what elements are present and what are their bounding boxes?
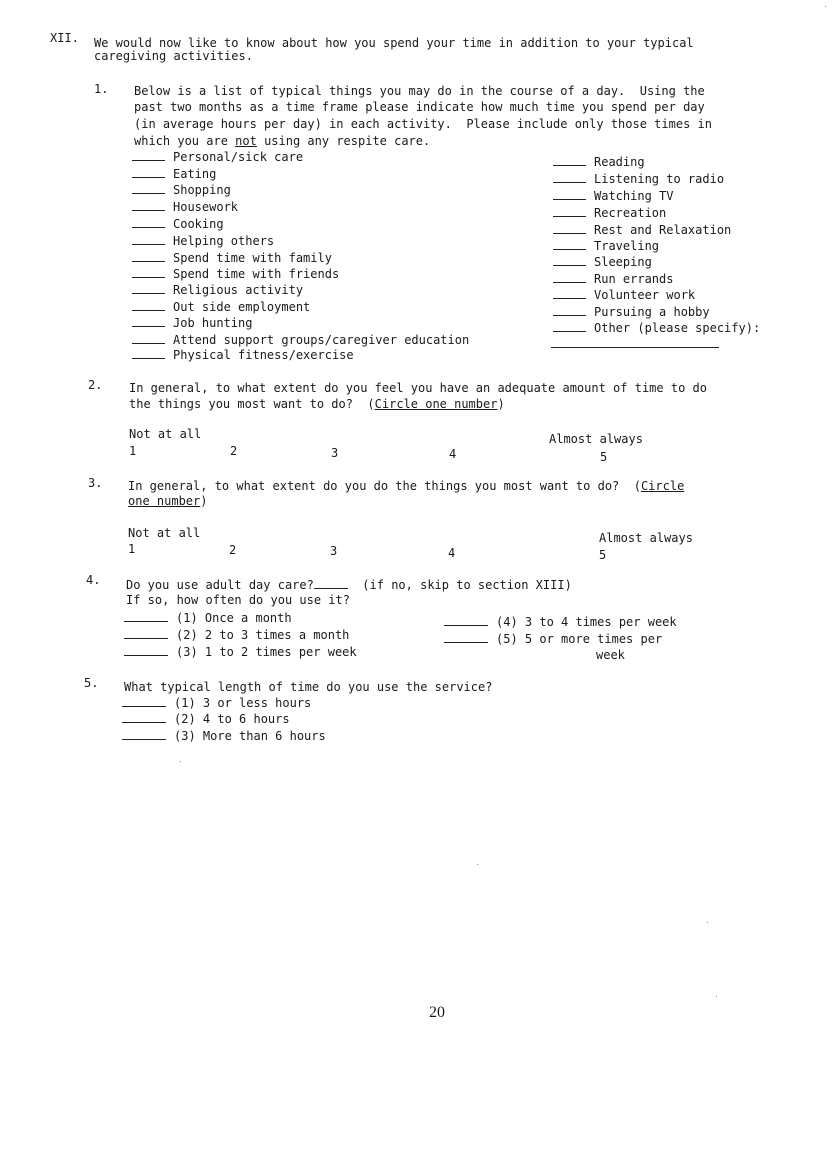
activity-row <box>132 198 238 215</box>
option-blank[interactable] <box>122 727 166 740</box>
activity-label: Reading <box>594 155 645 169</box>
hours-blank[interactable] <box>553 204 586 217</box>
activity-row <box>553 221 731 238</box>
q3-number: 3. <box>88 476 103 490</box>
q4-option-3 <box>124 643 357 660</box>
q2-number: 2. <box>88 378 103 392</box>
section-intro-line1: We would now like to know about how you spend your time in addition to your typical <box>94 36 694 50</box>
activity-label: Run errands <box>594 272 674 286</box>
q5-text-line1: What typical length of time do you use the service? <box>124 680 493 694</box>
activity-label: Volunteer work <box>594 288 696 302</box>
activity-label: Recreation <box>594 206 667 220</box>
q5-number: 5. <box>84 676 99 690</box>
hours-blank[interactable] <box>553 153 586 166</box>
scan-speck <box>707 922 708 923</box>
q1-line4-not: not <box>235 134 257 148</box>
option-label: (5) 5 or more times per <box>496 632 663 646</box>
activity-label: Religious activity <box>173 283 304 297</box>
hours-blank[interactable] <box>553 253 586 266</box>
q2-scale-option-3[interactable]: 3 <box>331 446 339 460</box>
q2-scale-option-1[interactable]: 1 <box>129 444 137 458</box>
activity-label: Out side employment <box>173 300 311 314</box>
hours-blank[interactable] <box>132 181 165 194</box>
hours-blank[interactable] <box>132 198 165 211</box>
q4-line1-post: (if no, skip to section XIII) <box>347 578 572 592</box>
hours-blank[interactable] <box>553 237 586 250</box>
activity-row <box>553 253 652 270</box>
hours-blank[interactable] <box>132 232 165 245</box>
q2-line2-post: ) <box>497 397 505 411</box>
hours-blank[interactable] <box>132 265 165 278</box>
q1-text-line1: Below is a list of typical things you may do in the course of a day. Using the <box>134 84 705 98</box>
activity-row <box>132 249 332 266</box>
activity-row <box>553 153 645 170</box>
activity-label: Personal/sick care <box>173 150 304 164</box>
hours-blank[interactable] <box>132 281 165 294</box>
q1-text-line2: past two months as a time frame please indicate how much time you spend per day <box>134 100 705 114</box>
q3-circle-instruction-b: one number <box>128 494 201 508</box>
activity-label: Attend support groups/caregiver education <box>173 333 470 347</box>
other-specify-line[interactable] <box>551 346 719 348</box>
activity-row <box>132 148 303 165</box>
activity-label: Eating <box>173 167 217 181</box>
q2-circle-instruction: Circle one number <box>374 397 498 411</box>
activity-label: Listening to radio <box>594 172 725 186</box>
option-blank[interactable] <box>124 609 168 622</box>
hours-blank[interactable] <box>553 270 586 283</box>
page-number: 20 <box>429 1004 445 1021</box>
activity-label: Shopping <box>173 183 231 197</box>
hours-blank[interactable] <box>553 319 586 332</box>
q3-line2-post: ) <box>200 494 208 508</box>
q2-text-line1: In general, to what extent do you feel you have an adequate amount of time to do <box>129 381 707 395</box>
activity-row <box>553 286 695 303</box>
scan-speck <box>825 6 826 7</box>
option-blank[interactable] <box>124 626 168 639</box>
activity-label: Sleeping <box>594 255 652 269</box>
q5-option-3 <box>122 727 326 744</box>
q5-option-2 <box>122 710 290 727</box>
q3-text-line1 <box>128 478 684 494</box>
q1-text-line3: (in average hours per day) in each activity. Please include only those times in <box>134 117 712 131</box>
activity-label: Pursuing a hobby <box>594 305 710 319</box>
option-label: (4) 3 to 4 times per week <box>496 615 677 629</box>
activity-row <box>553 204 666 221</box>
q4-option-5 <box>444 630 662 647</box>
activity-row <box>553 170 724 187</box>
q4-option-5-cont: week <box>596 648 625 662</box>
q4-text-line1 <box>126 576 572 593</box>
q3-scale-option-3[interactable]: 3 <box>330 544 338 558</box>
option-blank[interactable] <box>444 613 488 626</box>
option-label: (1) 3 or less hours <box>174 696 312 710</box>
hours-blank[interactable] <box>553 286 586 299</box>
q3-scale-option-2[interactable]: 2 <box>229 543 237 557</box>
hours-blank[interactable] <box>553 187 586 200</box>
option-label: (2) 2 to 3 times a month <box>176 628 350 642</box>
q2-scale-high-label: Almost always <box>549 432 643 446</box>
activity-label: Rest and Relaxation <box>594 223 732 237</box>
q3-scale-option-4[interactable]: 4 <box>448 546 456 560</box>
scan-speck <box>477 864 478 865</box>
q3-text-line2 <box>128 493 207 509</box>
hours-blank[interactable] <box>553 221 586 234</box>
q4-line1-pre: Do you use adult day care? <box>126 578 314 592</box>
q1-line4-pre: which you are <box>134 134 236 148</box>
section-number: XII. <box>50 31 79 45</box>
hours-blank[interactable] <box>132 249 165 262</box>
q2-scale-low-label: Not at all <box>129 427 202 441</box>
hours-blank[interactable] <box>132 298 165 311</box>
option-blank[interactable] <box>122 694 166 707</box>
q3-scale-option-1[interactable]: 1 <box>128 542 136 556</box>
activity-label: Cooking <box>173 217 224 231</box>
section-intro-line2: caregiving activities. <box>94 49 253 63</box>
activity-row <box>132 314 252 331</box>
q2-line2-pre: the things you most want to do? ( <box>129 397 375 411</box>
q1-number: 1. <box>94 82 109 96</box>
activity-row <box>553 237 659 254</box>
activity-row <box>132 346 354 363</box>
q4-option-1 <box>124 609 292 626</box>
activity-row <box>553 187 673 204</box>
option-label: (3) More than 6 hours <box>174 729 326 743</box>
option-label: (2) 4 to 6 hours <box>174 712 290 726</box>
activity-label: Job hunting <box>173 316 253 330</box>
q4-text-line2: If so, how often do you use it? <box>126 593 350 607</box>
activity-row <box>553 270 673 287</box>
activity-label: Helping others <box>173 234 275 248</box>
q5-option-1 <box>122 694 311 711</box>
activity-label: Spend time with family <box>173 251 332 265</box>
scan-speck <box>716 996 717 997</box>
activity-row <box>132 215 224 232</box>
q2-scale-option-5[interactable]: 5 <box>600 450 608 464</box>
activity-label: Watching TV <box>594 189 674 203</box>
hours-blank[interactable] <box>132 215 165 228</box>
option-blank[interactable] <box>124 643 168 656</box>
q4-number: 4. <box>86 573 101 587</box>
q3-scale-option-5[interactable]: 5 <box>599 548 607 562</box>
hours-blank[interactable] <box>553 303 586 316</box>
hours-blank[interactable] <box>132 165 165 178</box>
activity-row <box>553 303 710 320</box>
hours-blank[interactable] <box>132 314 165 327</box>
q1-text-line4 <box>134 133 430 149</box>
q1-line4-post: using any respite care. <box>256 134 431 148</box>
option-blank[interactable] <box>122 710 166 723</box>
activity-row <box>132 298 310 315</box>
activity-row <box>132 265 339 282</box>
hours-blank[interactable] <box>132 346 165 359</box>
q3-circle-instruction-a: Circle <box>640 479 685 493</box>
hours-blank[interactable] <box>132 331 165 344</box>
activity-row <box>132 281 303 298</box>
option-blank[interactable] <box>444 630 488 643</box>
q3-scale-low-label: Not at all <box>128 526 201 540</box>
option-label: (1) Once a month <box>176 611 292 625</box>
activity-row <box>553 319 760 336</box>
q2-scale-option-4[interactable]: 4 <box>449 447 457 461</box>
activity-label: Spend time with friends <box>173 267 340 281</box>
q2-scale-option-2[interactable]: 2 <box>230 444 238 458</box>
hours-blank[interactable] <box>553 170 586 183</box>
hours-blank[interactable] <box>132 148 165 161</box>
q3-line1-pre: In general, to what extent do you do the things you most want to do? ( <box>128 479 641 493</box>
activity-label: Other (please specify): <box>594 321 761 335</box>
scan-speck <box>180 761 181 762</box>
q4-option-2 <box>124 626 349 643</box>
activity-label: Physical fitness/exercise <box>173 348 354 362</box>
option-label: (3) 1 to 2 times per week <box>176 645 357 659</box>
activity-row <box>132 232 274 249</box>
adult-day-care-answer-blank[interactable] <box>314 576 348 589</box>
q2-text-line2 <box>129 396 505 412</box>
activity-label: Housework <box>173 200 239 214</box>
activity-row <box>132 165 216 182</box>
activity-label: Traveling <box>594 239 660 253</box>
q3-scale-high-label: Almost always <box>599 531 693 545</box>
q4-option-4 <box>444 613 677 630</box>
activity-row <box>132 181 231 198</box>
